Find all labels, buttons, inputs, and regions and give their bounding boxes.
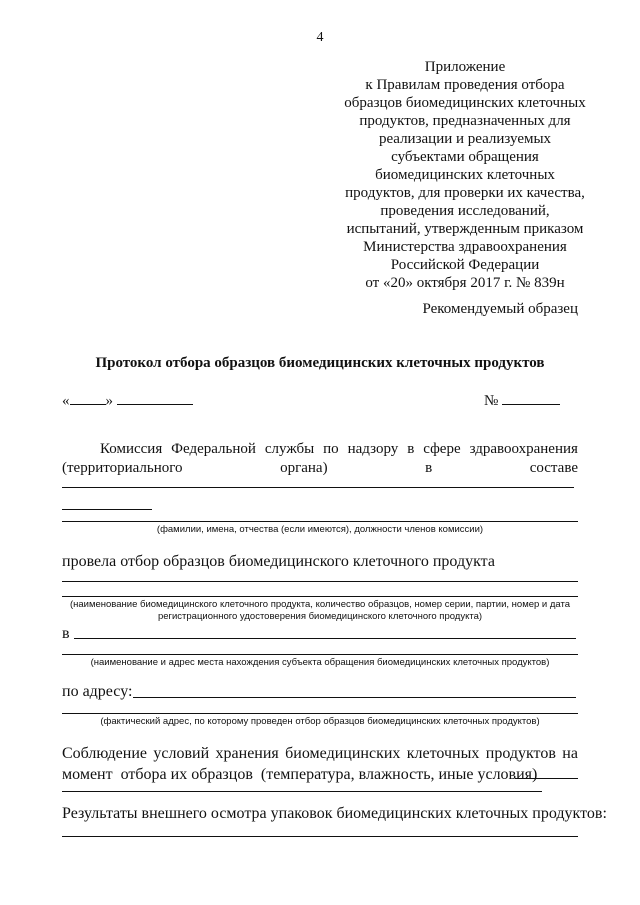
appendix-line: образцов биомедицинских клеточных (344, 95, 586, 111)
page-number: 4 (316, 30, 324, 45)
appendix-line: проведения исследований, (380, 203, 550, 219)
protocol-number-field (484, 390, 560, 410)
product-info-caption (62, 599, 578, 623)
recommended-sample-label: Рекомендуемый образец (422, 301, 578, 317)
word: по (323, 441, 339, 457)
commission-line-2 (62, 459, 578, 478)
date-field (62, 390, 193, 410)
word: в (407, 441, 415, 457)
word: здравоохранения (469, 441, 578, 457)
word: Соблюдение (62, 745, 148, 762)
appendix-line: биомедицинских клеточных (375, 167, 555, 183)
date-open-quote: « (62, 393, 70, 409)
word: продуктов (485, 745, 556, 762)
word: (территориального (62, 460, 183, 476)
word: сфере (423, 441, 461, 457)
word: составе (529, 460, 578, 476)
place-line[interactable] (62, 654, 578, 655)
inspection-text: Результаты внешнего осмотра упаковок биомедицинских клеточных продуктов: (62, 805, 607, 822)
appendix-line: Российской Федерации (390, 257, 540, 273)
address-caption: (фактический адрес, по которому проведен отбор образцов биомедицинских клеточных продуктов) (100, 716, 540, 727)
selection-text: провела отбор образцов биомедицинского клеточного продукта (62, 553, 495, 570)
word: надзору (347, 441, 399, 457)
address-line[interactable] (62, 713, 578, 714)
word: Федеральной (171, 441, 256, 457)
storage-conditions-blank[interactable] (515, 778, 578, 779)
word: Комиссия (100, 441, 163, 457)
appendix-line: Министерства здравоохранения (363, 239, 567, 255)
appendix-line: продуктов, для проверки их качества, (345, 185, 585, 201)
storage-line-2: момент отбора их образцов (температура, влажность, иные условия) (62, 766, 538, 783)
appendix-line: реализации и реализуемых (378, 131, 552, 147)
appendix-block (315, 58, 615, 292)
commission-members-caption: (фамилии, имена, отчества (если имеются), должности членов комиссии) (156, 524, 484, 535)
commission-paragraph (62, 440, 578, 478)
word: условий (153, 745, 210, 762)
date-month-year-blank[interactable] (117, 390, 193, 405)
address-line[interactable] (133, 697, 576, 698)
date-close-quote: » (105, 393, 113, 409)
commission-members-line[interactable] (62, 487, 574, 488)
appendix-line: Приложение (424, 59, 506, 75)
word: на (562, 745, 578, 762)
product-info-line[interactable] (62, 596, 578, 597)
appendix-line: к Правилам проведения отбора (365, 77, 565, 93)
address-label: по адресу: (62, 683, 133, 700)
caption-line: (наименование биомедицинского клеточного продукта, количество образцов, номер серии, партии, номер и дата (69, 599, 571, 610)
appendix-line: субъектами обращения (391, 149, 539, 165)
commission-members-line[interactable] (62, 521, 578, 522)
caption-line: регистрационного удостоверения биомедицинского клеточного продукта) (157, 611, 483, 622)
commission-line-1 (62, 440, 578, 459)
word: биомедицинских (285, 745, 401, 762)
word: службы (264, 441, 315, 457)
appendix-line: от «20» октября 2017 г. № 839н (365, 275, 565, 291)
word: в (425, 460, 433, 476)
storage-conditions-line[interactable] (62, 791, 542, 792)
product-info-line[interactable] (62, 581, 578, 582)
number-sign: № (483, 393, 499, 409)
document-title: Протокол отбора образцов биомедицинских клеточных продуктов (95, 355, 545, 371)
protocol-number-blank[interactable] (502, 390, 560, 405)
word: клеточных (406, 745, 480, 762)
place-prefix: в (62, 625, 70, 642)
place-line[interactable] (74, 638, 576, 639)
appendix-line: испытаний, утвержденным приказом (346, 221, 584, 237)
date-day-blank[interactable] (70, 390, 106, 405)
storage-line-1 (62, 743, 578, 764)
storage-conditions-paragraph (62, 743, 578, 785)
inspection-results-line[interactable] (62, 836, 578, 837)
word: органа) (280, 460, 328, 476)
appendix-line: продуктов, предназначенных для (359, 113, 571, 129)
word: хранения (215, 745, 279, 762)
commission-members-line[interactable] (62, 509, 152, 510)
place-caption: (наименование и адрес места нахождения субъекта обращения биомедицинских клеточных продуктов) (90, 657, 550, 668)
